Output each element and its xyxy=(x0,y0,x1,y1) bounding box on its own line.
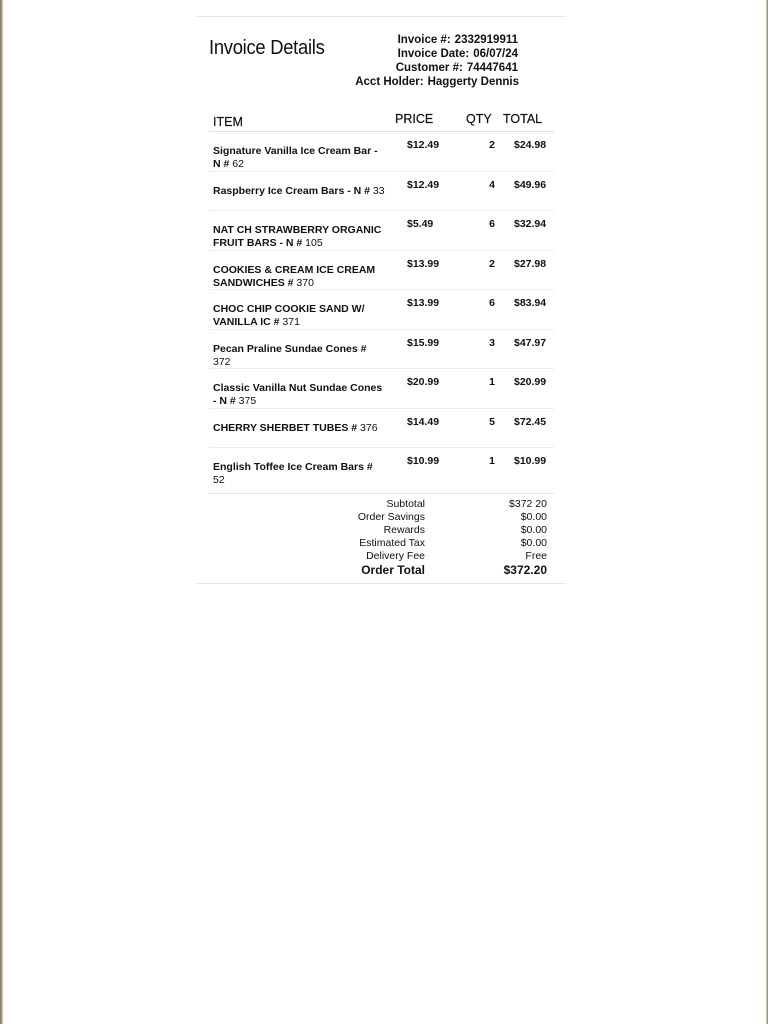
item-qty: 1 xyxy=(489,376,495,388)
item-qty: 6 xyxy=(489,218,495,230)
invoice-receipt xyxy=(196,16,566,584)
item-name xyxy=(213,461,385,487)
item-qty: 2 xyxy=(489,139,495,151)
table-row xyxy=(209,289,554,329)
item-total: $32.94 xyxy=(514,218,547,230)
invoice-number: 2332919911 xyxy=(454,34,518,46)
item-name xyxy=(213,264,385,290)
item-total: $10.99 xyxy=(514,455,547,467)
item-name xyxy=(213,382,385,408)
item-name xyxy=(213,303,385,329)
item-name-text: Classic Vanilla Nut Sundae Cones - N # xyxy=(213,382,383,407)
table-row xyxy=(209,408,554,448)
item-code: 62 xyxy=(229,158,244,170)
rewards-label: Rewards xyxy=(383,524,425,536)
summary-labels xyxy=(358,498,425,578)
item-name-text: NAT CH STRAWBERRY ORGANIC FRUIT BARS - N # xyxy=(213,224,382,249)
subtotal-value: $372 20 xyxy=(509,498,547,510)
delivery-fee-value: Free xyxy=(525,550,547,562)
invoice-date-line xyxy=(355,47,518,61)
item-qty: 3 xyxy=(489,336,495,349)
item-code: 375 xyxy=(235,395,257,407)
customer-number-label: Customer #: xyxy=(395,62,463,74)
table-row xyxy=(209,447,554,487)
item-qty: 6 xyxy=(489,297,495,309)
item-name xyxy=(213,145,385,171)
divider xyxy=(209,493,554,494)
acct-holder: Haggerty Dennis xyxy=(427,76,519,88)
invoice-number-line xyxy=(355,33,518,47)
item-name-text: Signature Vanilla Ice Cream Bar - N # xyxy=(213,145,378,170)
item-code: 376 xyxy=(357,421,378,434)
table-row xyxy=(209,250,554,290)
item-name-text: Pecan Praline Sundae Cones # xyxy=(213,342,367,355)
column-header-price: PRICE xyxy=(395,112,434,126)
item-total: $24.98 xyxy=(514,139,547,151)
item-price: $13.99 xyxy=(407,297,440,309)
item-code: 105 xyxy=(302,237,323,249)
item-name-text: CHOC CHIP COOKIE SAND W/ VANILLA IC # xyxy=(213,303,365,328)
item-name-text: English Toffee Ice Cream Bars # xyxy=(213,461,373,473)
table-row xyxy=(209,329,554,369)
item-name-text: Raspberry Ice Cream Bars - N # xyxy=(213,184,370,197)
column-header-item: ITEM xyxy=(213,115,243,129)
item-price: $10.99 xyxy=(407,455,440,467)
acct-holder-line xyxy=(355,75,519,89)
item-total: $20.99 xyxy=(514,376,547,388)
column-header-qty: QTY xyxy=(466,112,492,126)
item-qty: 2 xyxy=(489,257,495,270)
item-code: 52 xyxy=(213,474,225,486)
item-price: $12.49 xyxy=(407,139,440,151)
invoice-date: 06/07/24 xyxy=(473,48,518,60)
page-title: Invoice Details xyxy=(209,37,325,59)
order-total-value: $372.20 xyxy=(503,563,547,577)
customer-number: 74447641 xyxy=(466,62,518,74)
rewards-value: $0.00 xyxy=(520,524,547,536)
table-row xyxy=(209,131,554,171)
invoice-meta xyxy=(355,33,518,89)
item-code: 370 xyxy=(293,276,314,289)
column-header-total: TOTAL xyxy=(503,112,543,126)
table-row xyxy=(209,171,554,211)
item-code: 33 xyxy=(370,184,385,197)
item-qty: 1 xyxy=(489,455,495,467)
item-code: 372 xyxy=(213,355,231,368)
item-qty: 5 xyxy=(489,415,495,428)
item-price: $13.99 xyxy=(407,257,440,270)
item-price: $12.49 xyxy=(407,178,440,191)
summary-values xyxy=(504,498,547,578)
table-row xyxy=(209,210,554,250)
item-total: $47.97 xyxy=(514,336,547,349)
estimated-tax-value: $0.00 xyxy=(520,537,547,549)
line-items xyxy=(209,131,554,487)
invoice-number-label: Invoice #: xyxy=(397,34,451,46)
item-total: $72.45 xyxy=(514,415,547,428)
item-total: $27.98 xyxy=(514,257,547,270)
item-name xyxy=(213,185,385,198)
table-row xyxy=(209,368,554,408)
subtotal-label: Subtotal xyxy=(386,498,425,510)
item-qty: 4 xyxy=(489,178,495,191)
customer-number-line xyxy=(355,61,518,75)
item-name-text: CHERRY SHERBET TUBES # xyxy=(213,421,358,434)
item-code: 371 xyxy=(279,316,300,328)
order-savings-label: Order Savings xyxy=(357,511,425,523)
acct-holder-label: Acct Holder: xyxy=(355,76,424,88)
item-name-text: COOKIES & CREAM ICE CREAM SANDWICHES # xyxy=(213,263,376,289)
item-price: $20.99 xyxy=(407,376,440,388)
page-edge-shadow-left xyxy=(0,0,3,1024)
order-total-label: Order Total xyxy=(361,563,425,577)
delivery-fee-label: Delivery Fee xyxy=(366,550,425,562)
item-price: $14.49 xyxy=(407,415,440,428)
item-price: $5.49 xyxy=(407,218,434,230)
item-name xyxy=(213,343,385,369)
item-name xyxy=(213,224,385,250)
invoice-date-label: Invoice Date: xyxy=(397,48,470,60)
order-savings-value: $0.00 xyxy=(520,511,547,523)
estimated-tax-label: Estimated Tax xyxy=(359,537,425,549)
item-name xyxy=(213,422,385,435)
item-total: $83.94 xyxy=(514,297,547,309)
item-total: $49.96 xyxy=(514,178,547,191)
item-price: $15.99 xyxy=(407,336,440,349)
